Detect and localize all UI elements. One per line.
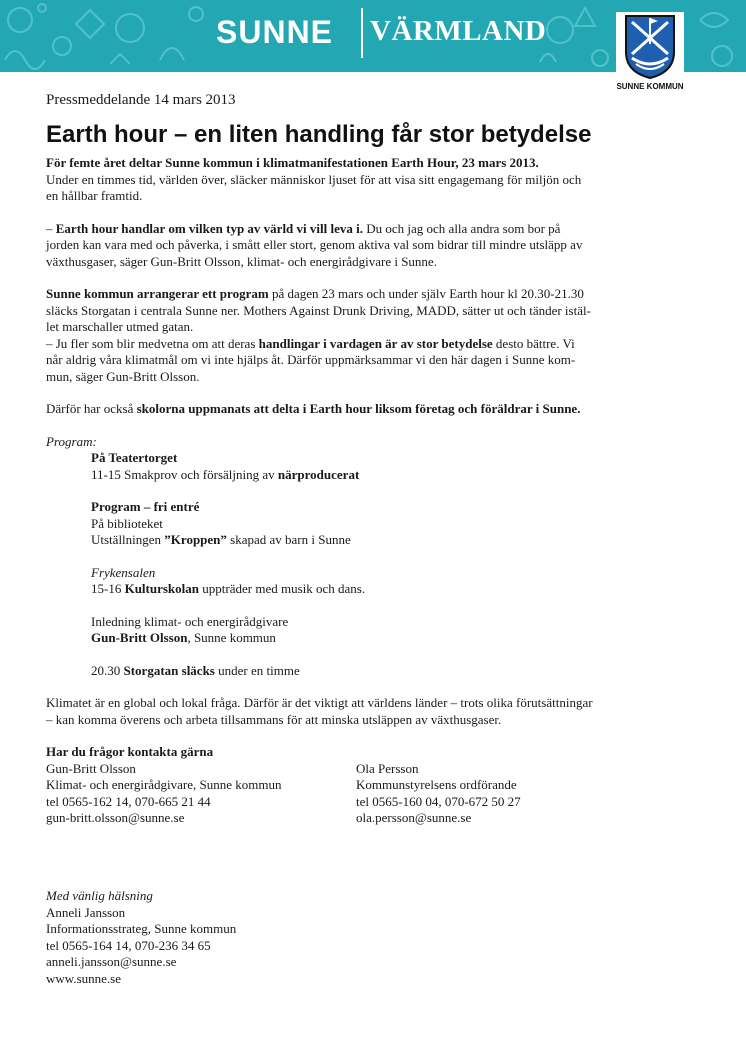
p3-quote-bold: handlingar i vardagen är av stor betydelse [258,335,493,351]
paragraph-schools [46,401,666,418]
p3-line2: släcks Storgatan i centrala Sunne ner. Mothers Against Drunk Driving, MADD, sätter ut och tänder istäl- [46,302,591,318]
press-date: Pressmeddelande 14 mars 2013 [46,92,236,108]
crest-caption: SUNNE KOMMUN [616,82,684,91]
contact-left [46,761,356,827]
press-release-body [46,92,666,827]
contacts-section [46,744,666,827]
closing-phone: tel 0565-164 14, 070-236 34 65 [46,937,211,953]
p2-line2: jorden kan vara med och påverka, i smått eller stort, genom aktiva val som bidrar till mindre utsläpp av [46,237,583,252]
closing-role: Informationsstrateg, Sunne kommun [46,921,237,936]
contact-left-phone: tel 0565-162 14, 070-665 21 44 [46,793,211,809]
contact-left-role: Klimat- och energirådgivare, Sunne kommun [46,777,282,792]
p5-line1: Klimatet är en global och lokal fråga. Därför är det viktigt att världens länder – trots olika förutsättningar [46,695,593,710]
sunne-coat-of-arms-icon [624,14,676,80]
closing-web[interactable]: www.sunne.se [46,970,121,986]
contacts-heading: Har du frågor kontakta gärna [46,744,214,759]
inledning-line: Inledning klimat- och energirådgivare [91,613,289,629]
fryken-title: Frykensalen [91,564,156,580]
teatertorget-title: På Teatertorget [91,450,178,465]
contact-left-email[interactable]: gun-britt.olsson@sunne.se [46,810,185,825]
intro-line1: Under en timmes tid, världen över, släcker människor ljuset för att visa sitt engagemang för miljön och [46,171,582,187]
storgatan-bold: Storgatan släcks [123,662,215,678]
fryken-rest: uppträder med musik och dans. [199,581,366,596]
utst-start: Utställningen [91,532,165,547]
brand-varmland: VÄRMLAND [370,15,547,47]
contact-right-phone: tel 0565-160 04, 070-672 50 27 [356,793,521,809]
paragraph-program-intro [46,286,666,385]
contact-right [356,761,666,827]
program-bibliotek [91,499,666,549]
intro-lead: För femte året deltar Sunne kommun i klimatmanifestationen Earth Hour, 23 mars 2013. [46,155,539,170]
dash: – [46,220,56,236]
closing-signature [46,888,236,987]
closing-name: Anneli Jansson [46,904,126,920]
utst-bold: ”Kroppen” [164,532,227,547]
program-list [46,450,666,679]
p2-rest: Du och jag och alla andra som bor på [362,220,561,236]
program-title: Program – fri entré [91,499,200,514]
storgatan-rest: under en timme [214,662,300,678]
p3-rest: på dagen 23 mars och under själv Earth hour kl 20.30-21.30 [268,286,584,301]
p3-line3: let marschaller utmed gatan. [46,319,194,334]
paragraph-climate [46,695,666,728]
page-title: Earth hour – en liten handling får stor betydelse [46,121,592,148]
p3-quote-start: – Ju fler som blir medvetna om att deras [46,335,259,351]
program-storgatan [91,663,666,680]
p4-bold: skolorna uppmanats att delta i Earth hour liksom företag och föräldrar i Sunne. [136,401,581,416]
speaker-rest: , Sunne kommun [187,630,276,645]
contact-left-name: Gun-Britt Olsson [46,760,136,776]
speaker-bold: Gun-Britt Olsson [91,630,188,645]
program-teatertorget [91,450,666,483]
brand-divider [361,8,363,58]
p3-bold: Sunne kommun arrangerar ett program [46,286,269,301]
storgatan-start: 20.30 [91,662,124,678]
teatertorget-bold: närproducerat [277,466,360,482]
fryken-bold: Kulturskolan [124,581,200,596]
brand-sunne: SUNNE [216,14,334,50]
contact-right-role: Kommunstyrelsens ordförande [356,777,517,792]
contact-right-email[interactable]: ola.persson@sunne.se [356,810,472,825]
p3-quote-line2: når aldrig våra klimatmål om vi inte hjälps åt. Därför uppmärksammar vi den här dagen i Sunne kom- [46,352,576,367]
closing-greeting: Med vänlig hälsning [46,888,153,903]
paragraph-earth-hour [46,221,666,271]
intro-paragraph [46,155,666,205]
p3-quote-rest: desto bättre. Vi [492,335,575,351]
program-inledning [91,614,666,647]
p3-quote-line3: mun, säger Gun-Britt Olsson. [46,368,200,384]
fryken-start: 15-16 [91,581,125,596]
closing-email[interactable]: anneli.jansson@sunne.se [46,954,177,969]
contact-right-name: Ola Persson [356,760,419,776]
program-label: Program: [46,433,97,449]
bibliotek-line: På biblioteket [91,515,163,531]
utst-rest: skapad av barn i Sunne [226,532,351,547]
p4-start: Därför har också [46,401,137,416]
p2-bold: Earth hour handlar om vilken typ av värld vi vill leva i. [55,220,363,236]
intro-line2: en hållbar framtid. [46,188,143,203]
teatertorget-line: 11-15 Smakprov och försäljning av [91,466,278,482]
p2-line3: växthusgaser, säger Gun-Britt Olsson, klimat- och energirådgivare i Sunne. [46,253,437,269]
contacts-columns [46,761,666,827]
p5-line2: – kan komma överens och arbeta tillsammans för att minska utsläppen av växthusgaser. [46,711,502,727]
program-frykensalen [91,565,666,598]
